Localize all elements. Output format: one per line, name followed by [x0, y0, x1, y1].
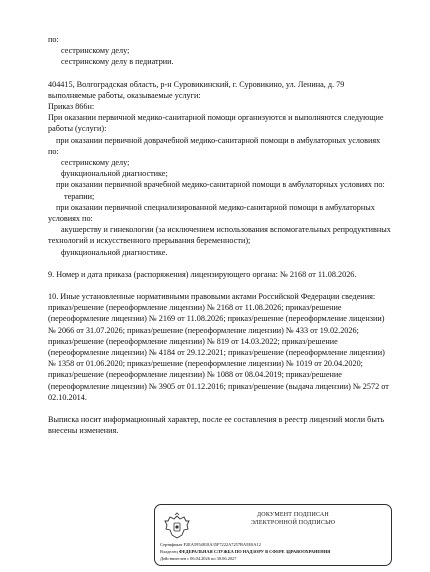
document-line: технологий и искусственного прерывания беременности); [48, 236, 251, 246]
electronic-signature-stamp [154, 504, 392, 566]
document-line: 10. Иные установленные нормативными правовыми актами Российской Федерации сведения: [48, 292, 376, 302]
document-line: при оказании первичной доврачебной медико-санитарной помощи в амбулаторных условиях [56, 135, 381, 145]
document-line: (переоформление лицензии) № 3905 от 01.12.2016; приказ/решение (выдача лицензии) № 2572 от [48, 381, 389, 391]
document-line: 9. Номер и дата приказа (распоряжения) лицензирующего органа: № 2168 от 11.08.2026. [48, 269, 357, 279]
stamp-title-line-2: ЭЛЕКТРОННОЙ ПОДПИСЬЮ [250, 520, 336, 526]
document-line: приказ/решение (переоформление лицензии) № 1088 от 08.04.2019; приказ/решение [48, 370, 342, 380]
document-line: условиях по: [48, 214, 93, 224]
document-line: выполняемые работы, оказываемые услуги: [48, 90, 201, 100]
document-body [48, 34, 408, 437]
document-line: 02.10.2014. [48, 392, 87, 402]
document-line: Выписка носит информационный характер, после ее составления в реестр лицензий могли быть [48, 415, 385, 425]
stamp-owner-label: Владелец [160, 549, 178, 554]
document-line: сестринскому делу; [61, 158, 130, 168]
document-line: (переоформление лицензии) № 4184 от 29.12.2021; приказ/решение (переоформление лицензии) [48, 348, 385, 358]
russian-coat-of-arms-icon [162, 512, 192, 542]
stamp-cert-value: F2EA5954818A35F7222A7257BA5E0A12 [183, 542, 261, 547]
paragraph-gap [48, 280, 408, 291]
document-line: При оказании первичной медико-санитарной помощи организуются и выполняются следующие [48, 113, 384, 123]
stamp-validity-line: Действителен с 06.04.2026 по 30.06.2027 [160, 556, 237, 561]
document-line: приказ/решение (переоформление лицензии) № 2168 от 11.08.2026; приказ/решение [48, 303, 342, 313]
paragraph-gap [48, 68, 408, 79]
stamp-owner-line [160, 548, 388, 555]
document-line: 404415, Волгоградская область, р-н Суровикинский, г. Суровикино, ул. Ленина, д. 79 [48, 79, 345, 89]
stamp-title-line-1: ДОКУМЕНТ ПОДПИСАН [257, 512, 329, 518]
document-line: по: [48, 35, 59, 44]
stamp-owner-value: ФЕДЕРАЛЬНАЯ СЛУЖБА ПО НАДЗОРУ В СФЕРЕ ЗДРАВООХРАНЕНИЯ [178, 549, 331, 554]
document-line: по: [48, 146, 59, 156]
stamp-cert-label: Сертификат [160, 542, 183, 547]
document-line: сестринскому делу; [61, 46, 130, 56]
document-line: приказ/решение (переоформление лицензии) № 819 от 14.03.2022; приказ/решение [48, 336, 338, 346]
document-line: при оказании первичной специализированной медико-санитарной помощи в амбулаторных [56, 202, 375, 212]
document-line: акушерству и гинекологии (за исключением использования вспомогательных репродуктивных [61, 225, 391, 235]
stamp-title [233, 511, 353, 527]
document-line: Приказ 866н: [48, 102, 95, 112]
document-line: функциональной диагностике. [61, 247, 168, 257]
paragraph-gap [48, 403, 408, 414]
document-line: при оказании первичной врачебной медико-санитарной помощи в амбулаторных условиях по: [56, 180, 385, 190]
paragraph-gap [48, 258, 408, 269]
document-line: функциональной диагностике; [61, 169, 168, 179]
document-line: внесены изменения. [48, 426, 119, 436]
document-line: терапии; [64, 191, 95, 201]
document-line: сестринскому делу в педиатрии. [61, 57, 174, 67]
document-line: № 1358 от 01.06.2020; приказ/решение (переоформление лицензии) № 1019 от 20.04.2020; [48, 359, 363, 369]
document-line: (переоформление лицензии) № 2169 от 11.08.2026; приказ/решение (переоформление лицензии) [48, 314, 385, 324]
stamp-certificate-line [160, 541, 388, 548]
document-line: работы (услуги): [48, 124, 107, 134]
document-line: № 2066 от 31.07.2026; приказ/решение (переоформление лицензии) № 433 от 19.02.2026; [48, 325, 359, 335]
stamp-certificate-info [160, 541, 388, 562]
